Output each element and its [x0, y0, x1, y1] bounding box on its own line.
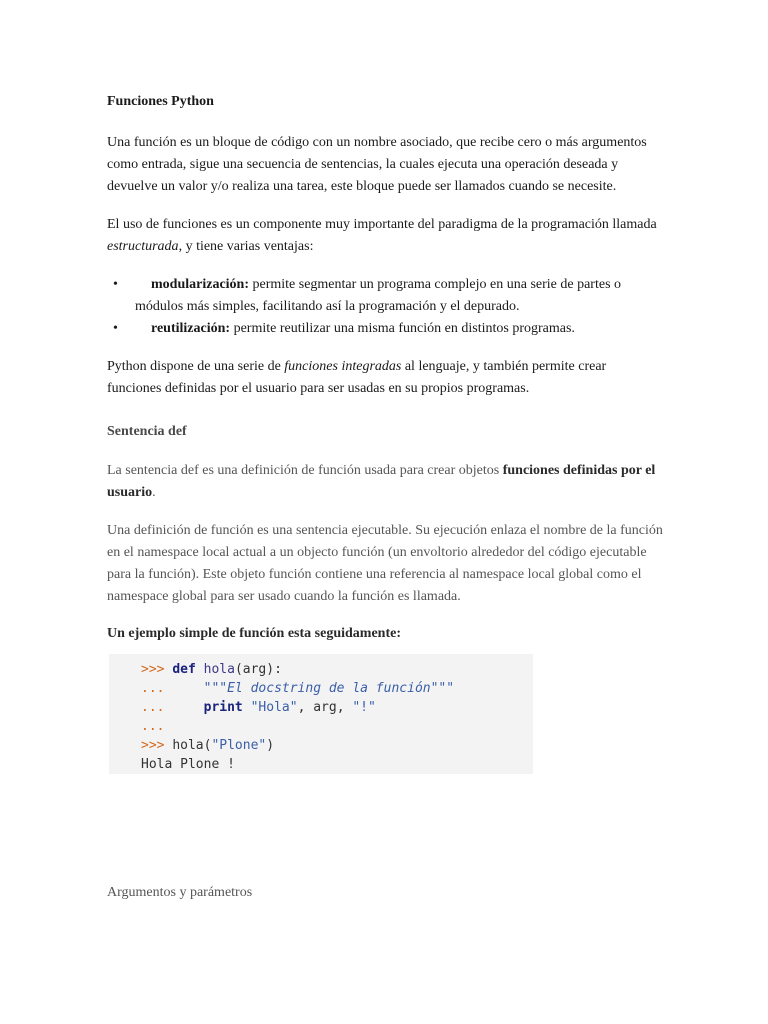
code-text: ) — [266, 738, 275, 753]
code-line — [141, 698, 533, 717]
code-string: "Hola" — [250, 700, 298, 715]
list-item — [107, 274, 663, 318]
section-heading-arguments: Argumentos y parámetros — [107, 885, 253, 900]
intro-paragraph: Una función es un bloque de código con un nombre asociado, que recibe cero o más argumentos como entrada, sigue una secuencia de sentencias, la cuales ejecuta una operación deseada y devuelve un valor y/o realiza una tarea, este bloque puede ser llamados cuando se necesite. — [107, 135, 647, 194]
code-text: hola( — [172, 738, 212, 753]
code-output: Hola Plone ! — [141, 757, 235, 772]
code-prompt: ... — [141, 719, 165, 734]
list-item-text: permite segmentar un programa complejo en una serie de partes o módulos más simples, facilitando así la programación y el depurado. — [135, 277, 622, 314]
code-keyword: def — [172, 662, 196, 677]
code-string: "Plone" — [211, 738, 267, 753]
code-block — [109, 654, 533, 774]
section-heading-def: Sentencia def — [107, 424, 187, 439]
code-prompt: ... — [141, 681, 165, 696]
code-line — [141, 736, 533, 755]
code-keyword: print — [203, 700, 243, 715]
builtin-text-after: al lenguaje, y también permite crear funciones definidas por el usuario para ser usadas en su propios programas. — [107, 359, 607, 396]
list-item-text: permite reutilizar una misma función en distintos programas. — [230, 321, 575, 336]
list-item — [107, 318, 663, 340]
builtin-paragraph — [107, 356, 663, 400]
bullet-icon: • — [113, 321, 118, 336]
def-text-before: La sentencia def es una definición de función usada para crear objetos — [107, 463, 503, 478]
page-title: Funciones Python — [107, 94, 214, 109]
list-item-term: modularización: — [151, 277, 249, 292]
def-paragraph-1 — [107, 460, 663, 504]
code-line — [141, 660, 533, 679]
advantages-list — [107, 274, 663, 340]
usage-text-before: El uso de funciones es un componente muy importante del paradigma de la programación llamada — [107, 217, 657, 232]
def-text-after: . — [152, 485, 156, 500]
builtin-emphasis: funciones integradas — [284, 359, 402, 374]
code-line — [141, 717, 533, 736]
code-function-name: hola — [203, 662, 235, 677]
code-line — [141, 679, 533, 698]
code-line — [141, 755, 533, 774]
code-text: , arg, — [297, 700, 353, 715]
code-docstring: """El docstring de la función""" — [203, 681, 455, 696]
def-paragraph-2: Una definición de función es una sentencia ejecutable. Su ejecución enlaza el nombre de la función en el namespace local actual a un objecto función (un envoltorio alrededor del código ejecutable para la función). Este objeto función contiene una referencia al namespace local global como el namespace global para ser usado cuando la función es llamada. — [107, 523, 663, 604]
builtin-text-before: Python dispone de una serie de — [107, 359, 285, 374]
bullet-icon: • — [113, 277, 118, 292]
usage-emphasis: estructurada — [107, 239, 179, 254]
code-prompt: ... — [141, 700, 165, 715]
code-prompt: >>> — [141, 738, 165, 753]
document-page — [107, 92, 663, 774]
code-text: (arg): — [234, 662, 282, 677]
def-strong: funciones definidas por el usuario — [107, 463, 656, 500]
example-title: Un ejemplo simple de función esta seguidamente: — [107, 626, 401, 641]
list-item-term: reutilización: — [151, 321, 231, 336]
code-string: "!" — [352, 700, 376, 715]
usage-text-after: , y tiene varias ventajas: — [178, 239, 314, 254]
usage-paragraph — [107, 214, 663, 258]
code-prompt: >>> — [141, 662, 165, 677]
